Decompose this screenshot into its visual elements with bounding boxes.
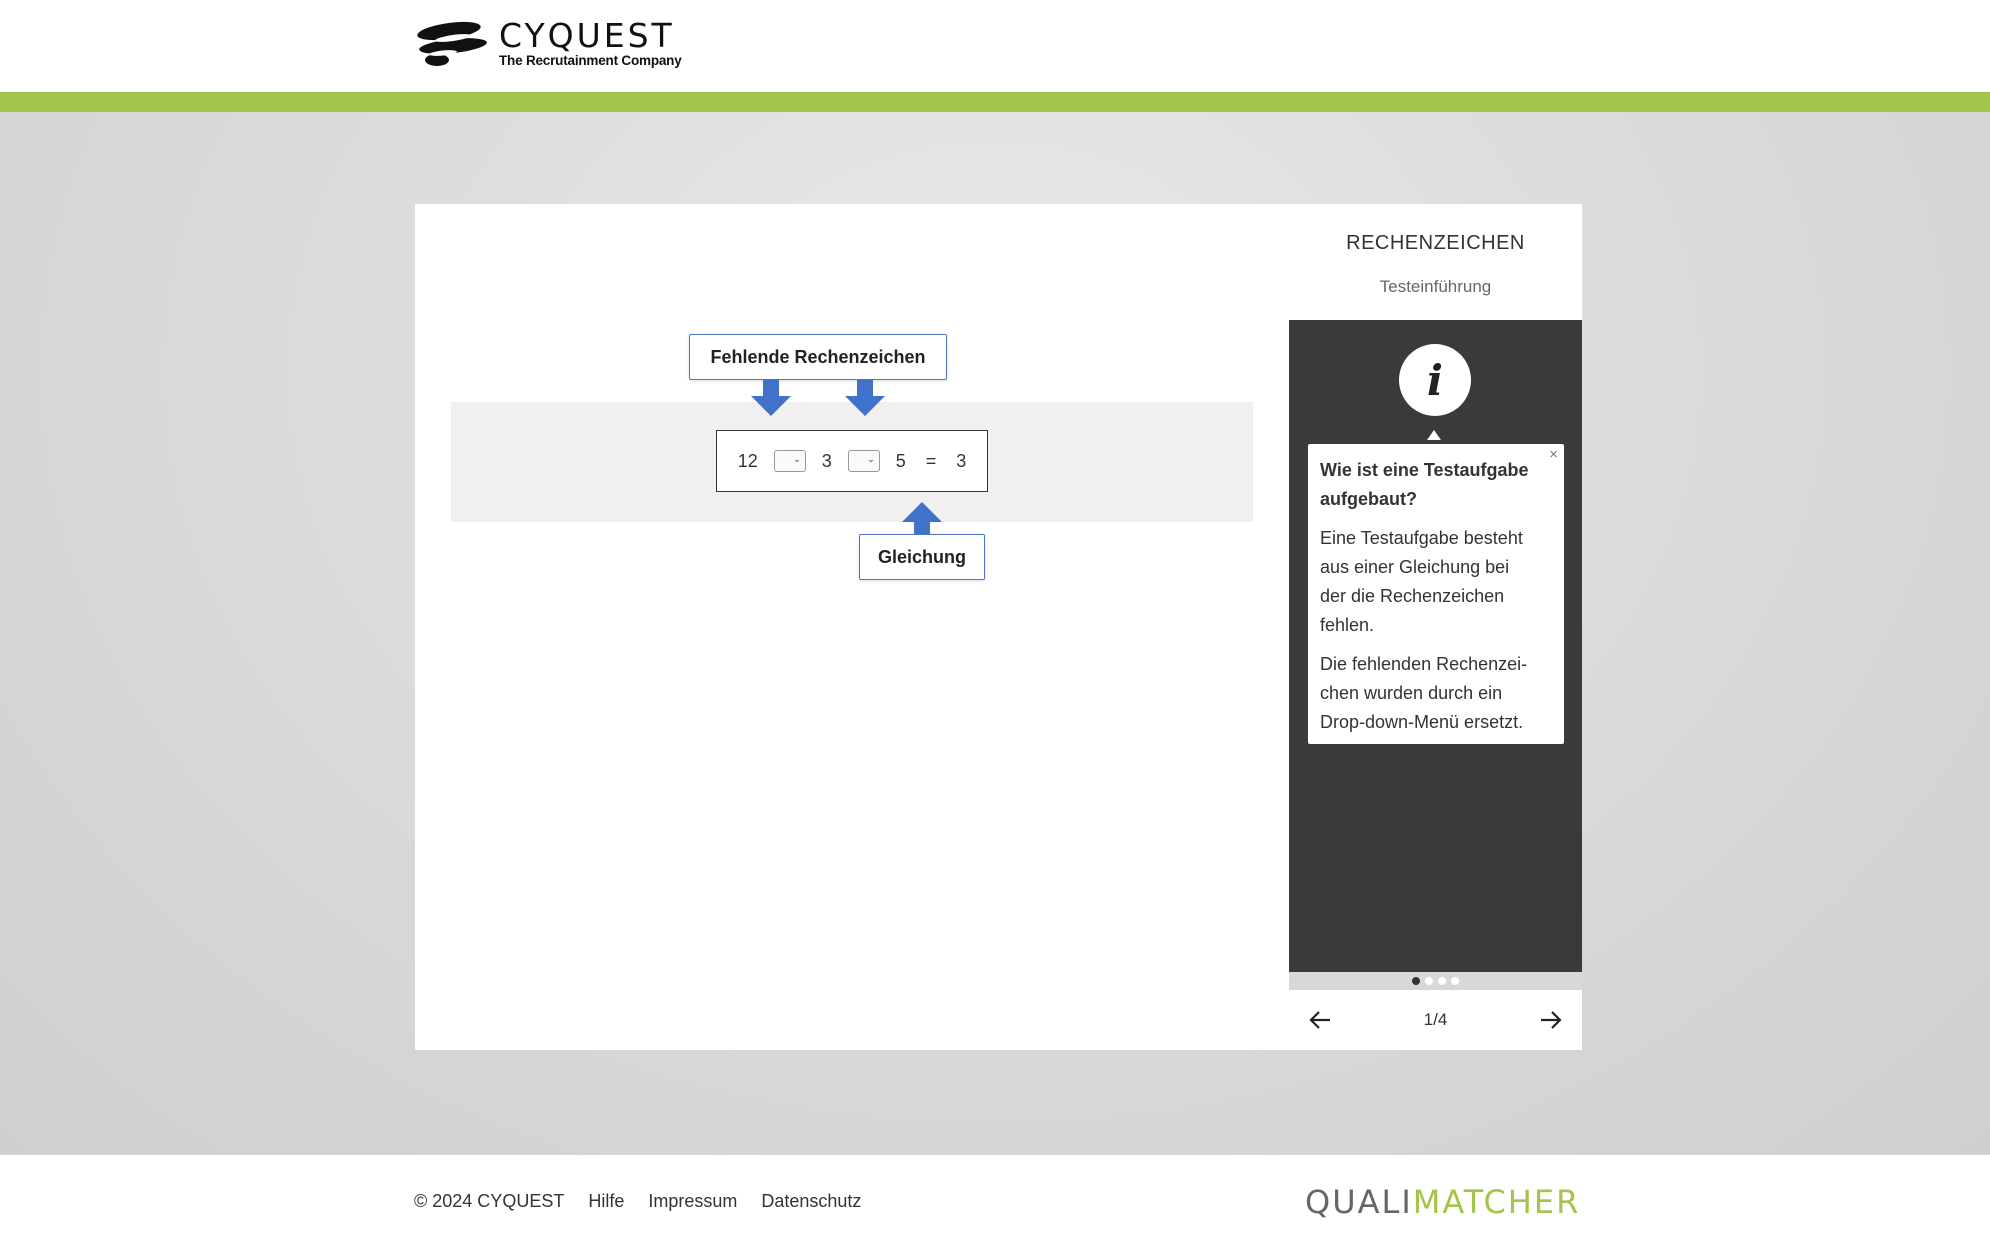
qualimatcher-logo[interactable]: [1305, 1181, 1585, 1223]
brand-tagline: The Recrutainment Company: [499, 53, 682, 68]
chevron-down-icon: ⌄: [867, 454, 875, 464]
intro-panel-title: RECHENZEICHEN: [1346, 232, 1525, 254]
arrow-up-icon: [900, 502, 944, 536]
intro-panel-header: [1289, 204, 1582, 320]
equation-operand: 5: [895, 450, 906, 471]
operator-dropdown-2[interactable]: [848, 450, 880, 472]
cyquest-logo-icon: [413, 18, 489, 70]
pagination-dot-1[interactable]: [1412, 977, 1420, 985]
arrow-down-icon: [749, 380, 793, 416]
copyright: © 2024 CYQUEST: [414, 1191, 565, 1211]
intro-panel-body: [1289, 320, 1582, 972]
page-indicator: 1/4: [1423, 1010, 1448, 1029]
footer-link-hilfe[interactable]: Hilfe: [588, 1191, 625, 1211]
brand-name: CYQUEST: [499, 16, 675, 55]
equation-result: 3: [956, 450, 967, 471]
logo-text: [499, 16, 682, 69]
footer-links: [414, 1191, 861, 1212]
tip-title: Wie ist eine Testaufgabe aufgebaut?: [1320, 460, 1529, 509]
arrow-right-icon: [1539, 1010, 1563, 1030]
footer: [0, 1155, 1990, 1240]
intro-panel: [1289, 204, 1582, 1050]
footer-link-impressum[interactable]: Impressum: [648, 1191, 738, 1211]
tip-paragraph: Die fehlenden Rechenzei-chen wurden durch ein Drop-down-Menü ersetzt.: [1320, 654, 1528, 732]
pagination-dot-2[interactable]: [1425, 977, 1433, 985]
qualimatcher-logo-part-1: QUALI: [1305, 1183, 1413, 1221]
cyquest-logo[interactable]: [413, 18, 703, 70]
puzzle-icon: [1584, 1190, 1585, 1214]
equation-equals: =: [925, 450, 937, 471]
callout-missing-operators: Fehlende Rechenzeichen: [689, 334, 947, 380]
prev-button[interactable]: [1305, 1005, 1335, 1035]
equation-box: [716, 430, 988, 492]
pagination-dot-4[interactable]: [1451, 977, 1459, 985]
operator-dropdown-1[interactable]: [774, 450, 806, 472]
intro-panel-subtitle: Testeinführung: [1379, 277, 1492, 296]
pagination-dots: [1289, 972, 1582, 990]
close-icon[interactable]: ×: [1549, 446, 1558, 463]
pagination-nav: [1289, 990, 1582, 1050]
next-button[interactable]: [1536, 1005, 1566, 1035]
pagination-dot-3[interactable]: [1438, 977, 1446, 985]
callout-equation: Gleichung: [859, 534, 985, 580]
tip-paragraph: Eine Testaufgabe besteht aus einer Gleichung bei der die Rechenzeichen fehlen.: [1320, 528, 1523, 635]
tip-card: [1308, 444, 1564, 744]
task-card: [415, 204, 1289, 1050]
chevron-down-icon: ⌄: [793, 454, 801, 464]
equation-operand: 12: [737, 450, 758, 471]
footer-link-datenschutz[interactable]: Datenschutz: [761, 1191, 862, 1211]
equation-operand: 3: [821, 450, 832, 471]
accent-bar: [0, 92, 1990, 112]
header: [0, 0, 1990, 92]
arrow-left-icon: [1308, 1010, 1332, 1030]
arrow-down-icon: [843, 380, 887, 416]
tip-notch: [1427, 430, 1441, 440]
info-icon: i: [1399, 344, 1471, 416]
qualimatcher-logo-part-2: MATCHER: [1412, 1183, 1581, 1221]
